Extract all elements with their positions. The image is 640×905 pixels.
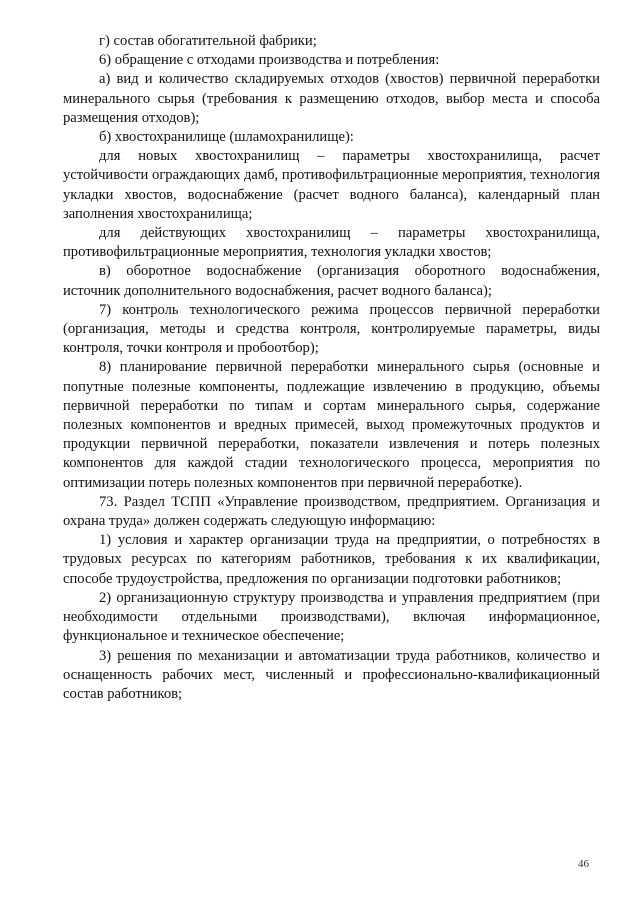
page-number: 46 — [578, 858, 589, 870]
paragraph-existing-tailings: для действующих хвостохранилищ – параметры хвостохранилища, противофильтрационные мероприятия, технология укладки хвостов; — [63, 225, 600, 261]
paragraph-item-g: г) состав обогатительной фабрики; — [99, 33, 317, 49]
paragraph-section-73: 73. Раздел ТСПП «Управление производством, предприятием. Организация и охрана труда» должен содержать следующую информацию: — [63, 493, 600, 530]
paragraph-processing-planning: 8) планирование первичной переработки минерального сырья (основные и попутные полезные компоненты, подлежащие извлечению в продукцию, объемы первичной переработки по типам и сортам минерального сырья, содержание полезных компонентов и вредных примесей, выход промежуточных продуктов и продукции первичной переработки, показатели извлечения и потерь полезных компонентов для каждой стадии технологического процесса, мероприятия по оптимизации потерь полезных компонентов при первичной переработке). — [63, 359, 600, 491]
document-body — [63, 32, 600, 704]
paragraph-waste-management: 6) обращение с отходами производства и потребления: — [99, 52, 440, 69]
paragraph-org-structure: 2) организационную структуру производства и управления предприятием (при необходимости отдельными производствами), включая информационное, функциональное и техническое обеспечение; — [63, 589, 600, 645]
paragraph-process-control: 7) контроль технологического режима процессов первичной переработки (организация, методы и средства контроля, контролируемые параметры, виды контроля, точки контроля и пробоотбор); — [63, 301, 600, 357]
paragraph-labor-conditions: 1) условия и характер организации труда на предприятии, о потребностях в трудовых ресурсах по категориям работников, требования к их квалификации, способе трудоустройства, предложения по организации подготовки работников; — [63, 532, 600, 587]
paragraph-automation: 3) решения по механизации и автоматизации труда работников, количество и оснащенность рабочих мест, численный и профессионально-квалификационный состав работников; — [63, 647, 600, 702]
paragraph-new-tailings: для новых хвостохранилищ – параметры хвостохранилища, расчет устойчивости ограждающих дамб, противофильтрационные мероприятия, технология укладки хвостов, водоснабжение (расчет водного баланса), календарный план заполнения хвостохранилища; — [63, 148, 600, 222]
paragraph-water-recycling: в) оборотное водоснабжение (организация оборотного водоснабжения, источник дополнительного водоснабжения, расчет водного баланса); — [63, 263, 600, 299]
paragraph-waste-volume: а) вид и количество складируемых отходов (хвостов) первичной переработки минерального сырья (требования к размещению отходов, выбор места и способа размещения отходов); — [63, 71, 600, 126]
paragraph-tailings-storage: б) хвостохранилище (шламохранилище): — [99, 129, 354, 146]
